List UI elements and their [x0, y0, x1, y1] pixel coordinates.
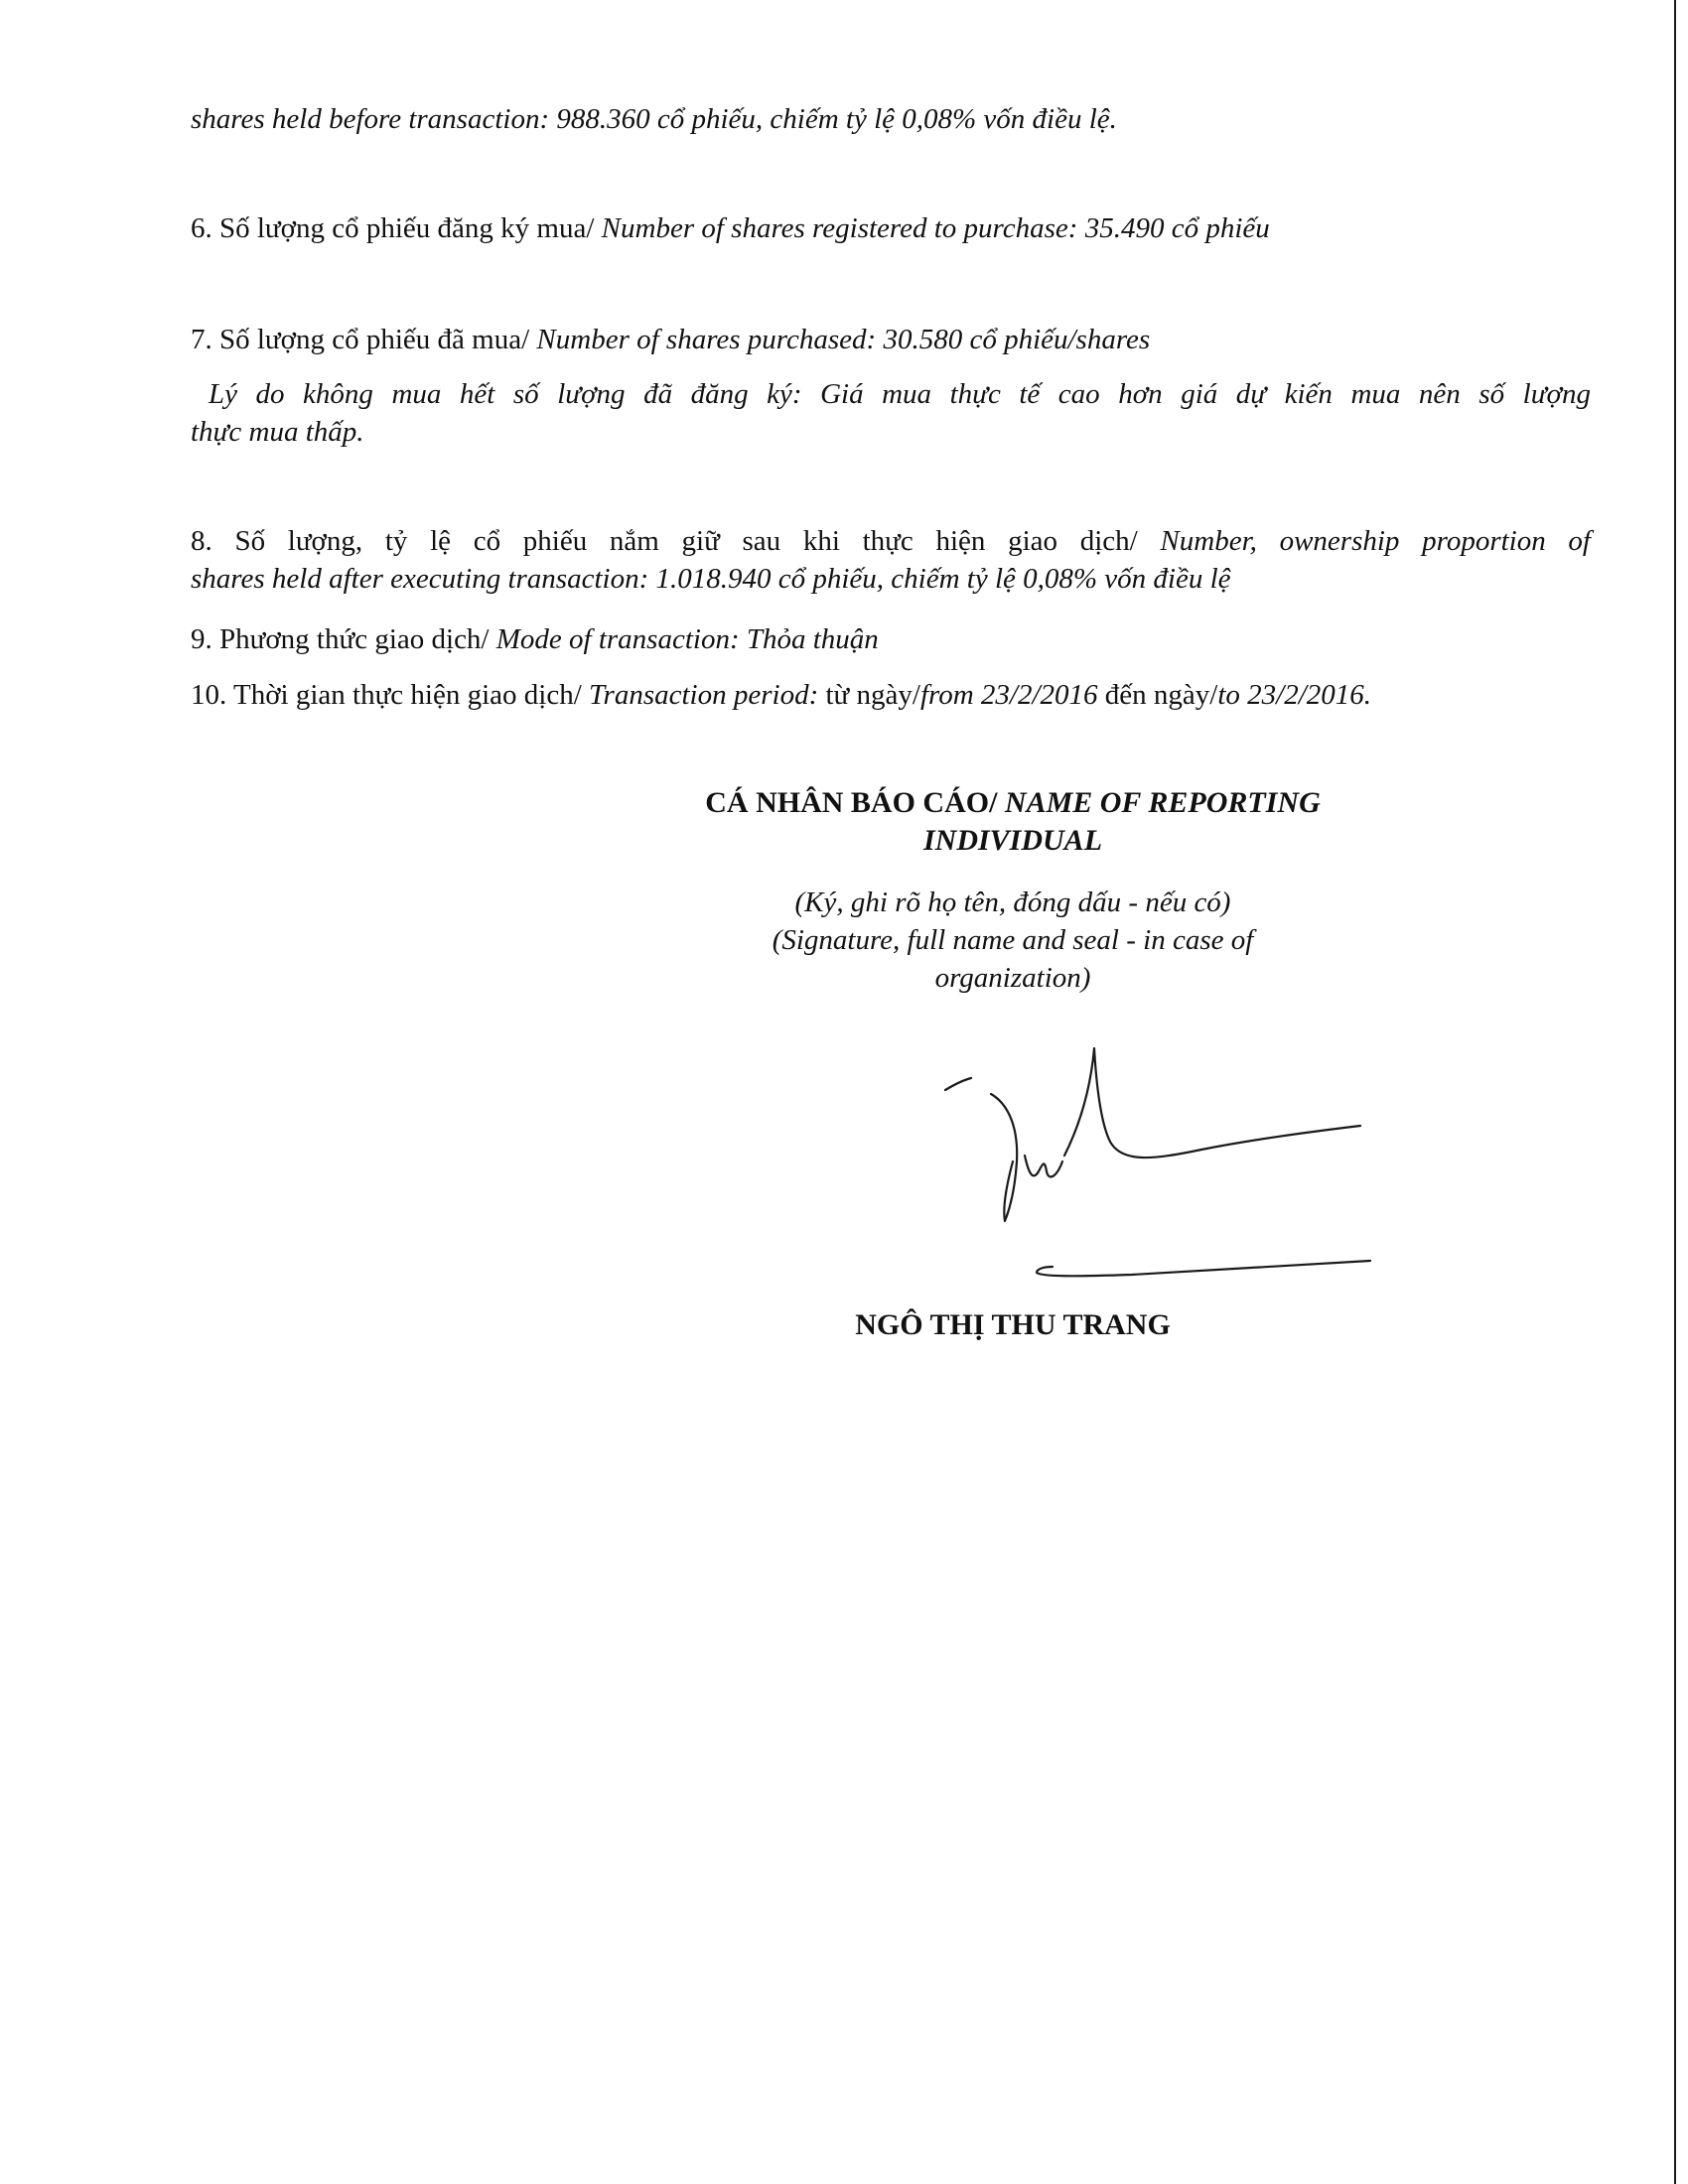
item-10-to-vi: đến ngày/ [1097, 679, 1218, 711]
item-8-line-1 [191, 522, 1591, 560]
item-7-purchased-shares [191, 320, 1591, 359]
item-6-label-en: Number of shares registered to purchase: 35.490 cổ phiếu [601, 212, 1270, 244]
item-6-registered-shares [191, 208, 1591, 248]
item-10-from-vi: từ ngày/ [818, 679, 920, 711]
item-10-period [191, 675, 1591, 715]
signature-main-loop [991, 1094, 1017, 1221]
reporting-title-vi: CÁ NHÂN BÁO CÁO/ [705, 786, 1005, 819]
reporting-title-line-1 [596, 784, 1430, 822]
item-5-continuation: shares held before transaction: 988.360 cổ phiếu, chiếm tỷ lệ 0,08% vốn điều lệ. [191, 103, 1117, 135]
item-10-from-en: from 23/2/2016 [919, 679, 1098, 711]
item-10-label-vi: 10. Thời gian thực hiện giao dịch/ [191, 679, 590, 711]
item-7-reason [191, 375, 1591, 451]
item-8-label-en-2: shares held after executing transaction: 1.018.940 cổ phiếu, chiếm tỷ lệ 0,08% vốn điều lệ [191, 563, 1231, 595]
signature-hint-en-2: organization) [934, 962, 1091, 994]
signer-name: NGÔ THỊ THU TRANG [855, 1308, 1171, 1341]
signature-instructions [596, 884, 1430, 997]
reporting-title-en-1: NAME OF REPORTING [1004, 786, 1321, 819]
signature-tick-stroke [945, 1078, 971, 1090]
reporting-individual-title [596, 784, 1430, 860]
item-8-label-vi: 8. Số lượng, tỷ lệ cổ phiếu nắm giữ sau khi thực hiện giao dịch/ [191, 525, 1161, 557]
item-7-reason-line-2: thực mua thấp. [191, 416, 364, 448]
signature-underline [1037, 1261, 1370, 1276]
item-7-reason-line-1: Lý do không mua hết số lượng đã đăng ký: Giá mua thực tế cao hơn giá dự kiến mua nên số lượng [209, 378, 1591, 410]
item-9-label-vi: 9. Phương thức giao dịch/ [191, 623, 496, 655]
signature-hint-vi: (Ký, ghi rõ họ tên, đóng dấu - nếu có) [794, 887, 1231, 918]
item-7-label-en: Number of shares purchased: 30.580 cổ phiếu/shares [536, 324, 1151, 355]
handwritten-signature [933, 1032, 1430, 1320]
item-9-label-en: Mode of transaction: Thỏa thuận [495, 623, 879, 655]
signature-hint-en-1: (Signature, full name and seal - in case of [772, 924, 1254, 956]
signature-tall-stroke [1064, 1048, 1360, 1158]
signature-initial-stroke [1025, 1156, 1062, 1176]
item-9-mode [191, 619, 1591, 659]
item-6-label-vi: 6. Số lượng cổ phiếu đăng ký mua/ [191, 212, 602, 244]
item-8-label-en-1: Number, ownership proportion of [1160, 525, 1591, 557]
item-8-holdings-after [191, 522, 1591, 598]
item-10-period-en: Transaction period: [589, 679, 819, 711]
reporting-title-en-2: INDIVIDUAL [922, 824, 1103, 857]
page-edge-rule [1674, 0, 1676, 2184]
item-10-to-en: to 23/2/2016. [1217, 679, 1372, 711]
item-7-label-vi: 7. Số lượng cổ phiếu đã mua/ [191, 324, 537, 355]
